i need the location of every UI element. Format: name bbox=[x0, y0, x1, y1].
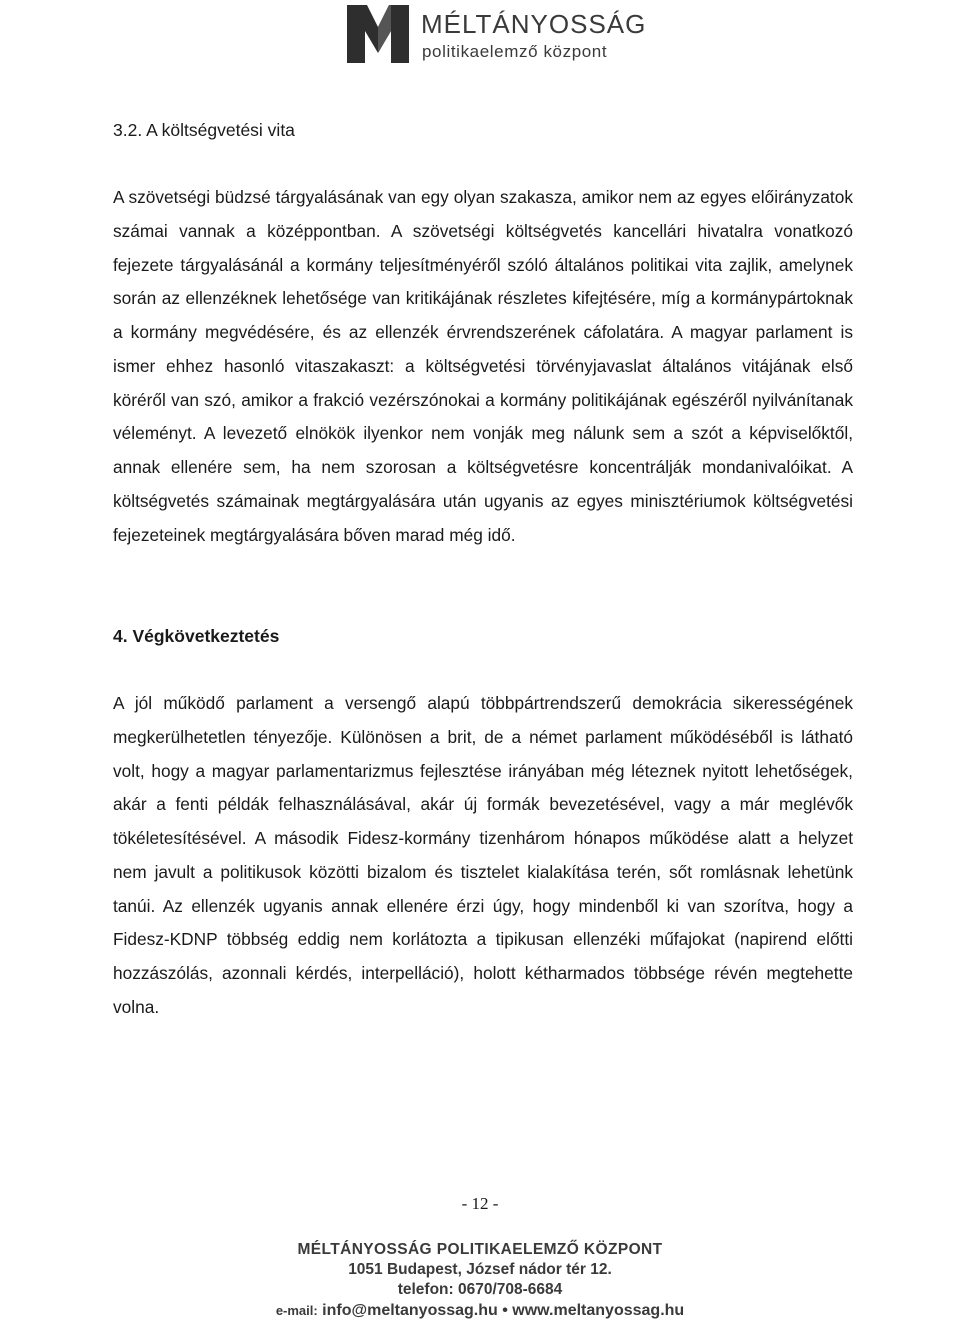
paragraph-conclusion: A jól működő parlament a versengő alapú többpártrendszerű demokrácia sikerességének megkerülhetetlen tényezője. Különösen a brit, de a német parlament működéséből is látható volt, hogy a magyar parlamentarizmus fejlesztése irányában még léteznek nyitott lehetőségek, akár a fenti példák felhasználásával, akár új formák bevezetésével, vagy a már meglévők tökéletesítésével. A második Fidesz-kormány tizenhárom hónapos működése alatt a helyzet nem javult a politikusok közötti bizalom és tisztelet kialakítása terén, sőt romlásnak lehetünk tanúi. Az ellenzék ugyanis annak ellenére érzi úgy, hogy mindenből ki van szorítva, hogy a Fidesz-KDNP többség eddig nem korlátozta a tipikusan ellenzéki műfajokat (napirend előtti hozzászólás, azonnali kérdés, interpelláció), holott kétharmados többsége révén megtehette volna. bbox=[113, 693, 853, 1017]
footer-email-and-web: info@meltanyossag.hu • www.meltanyossag.hu bbox=[322, 1302, 685, 1319]
page-number: - 12 - bbox=[461, 1194, 499, 1213]
logo-subtitle: politikaelemző központ bbox=[422, 42, 608, 61]
paragraph-budget-debate: A szövetségi büdzsé tárgyalásának van egy olyan szakasza, amikor nem az egyes előirányzatok számai vannak a középpontban. A szövetségi költségvetés kancellári hivatalra vonatkozó fejezete tárgyalásánál a kormány teljesítményéről szóló általános politikai vita zajlik, amelynek során az ellenzéknek lehetősége van kritikájának részletes kifejtésére, míg a kormánypártoknak a kormány megvédésére, és az ellenzék érvrendszerének cáfolatára. A magyar parlament is ismer ehhez hasonló vitaszakaszt: a költségvetési törvényjavaslat általános vitájának első köréről van szó, amikor a frakció vezérszónokai a kormány politikájának egészéről nyilvánítanak véleményt. A levezető elnökök ilyenkor nem vonják meg nálunk sem a szót a képviselőktől, annak ellenére sem, ha nem szorosan a költségvetésre koncentrálják mondanivalóikat. A költségvetés számainak megtárgyalására után ugyanis az egyes minisztériumok költségvetési fejezeteinek megtárgyalására bőven marad még idő. bbox=[113, 187, 853, 545]
footer-contact bbox=[0, 1300, 960, 1322]
footer bbox=[0, 1240, 960, 1322]
footer-address: 1051 Budapest, József nádor tér 12. bbox=[348, 1261, 612, 1278]
footer-email-label: e-mail: bbox=[275, 1303, 318, 1318]
logo-title: MÉLTÁNYOSSÁG bbox=[421, 9, 647, 39]
header-logo bbox=[347, 5, 647, 65]
section-heading-budget-debate: 3.2. A költségvetési vita bbox=[113, 120, 295, 140]
footer-organization: MÉLTÁNYOSSÁG POLITIKAELEMZŐ KÖZPONT bbox=[297, 1241, 663, 1258]
footer-phone: telefon: 0670/708-6684 bbox=[397, 1281, 563, 1298]
logo-mark-icon bbox=[347, 5, 409, 63]
section-heading-conclusion: 4. Végkövetkeztetés bbox=[113, 626, 280, 646]
